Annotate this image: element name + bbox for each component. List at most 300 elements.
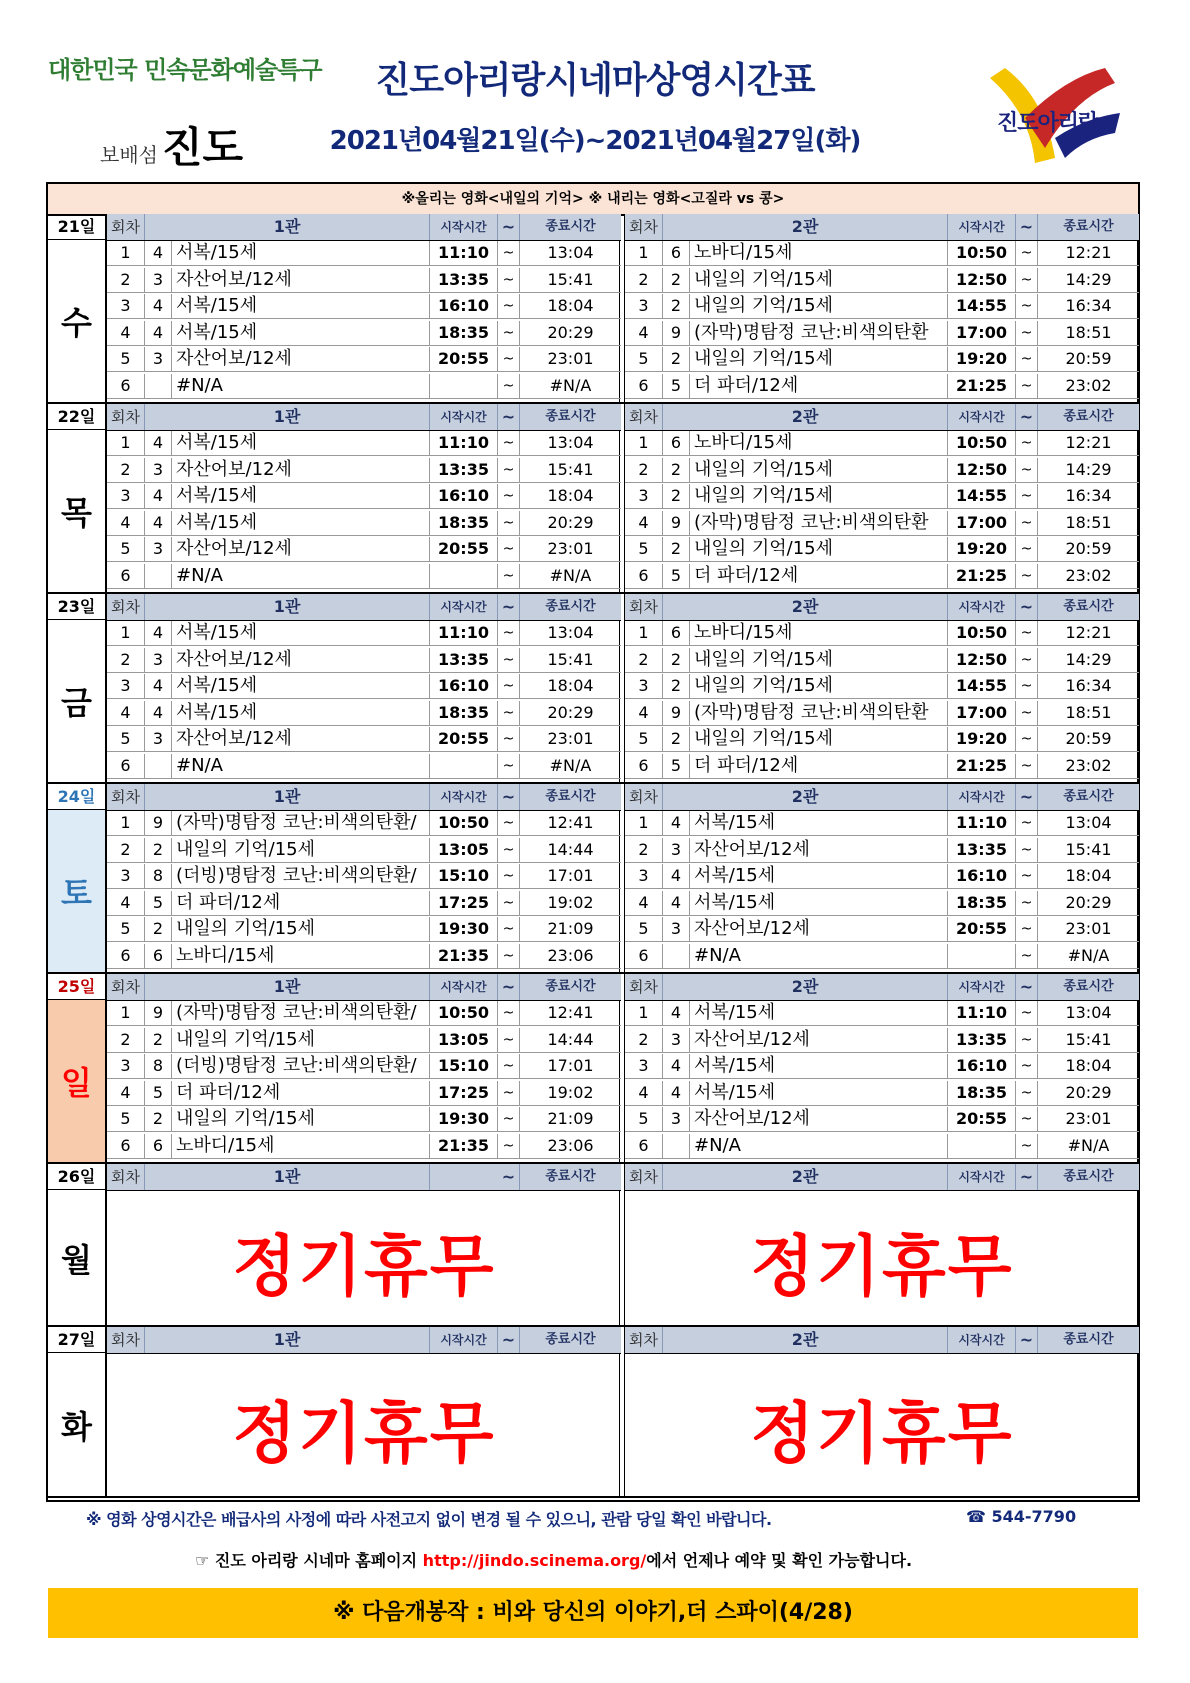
end-time: 12:21 xyxy=(1065,433,1112,452)
movie-title: 자산어보/12세 xyxy=(690,1107,948,1131)
rating-grade: 4 xyxy=(145,294,172,318)
hall-1 xyxy=(106,404,620,592)
rating-grade xyxy=(663,1134,690,1158)
tilde: ~ xyxy=(498,1081,520,1105)
column-no-label: 회차 xyxy=(107,1327,145,1353)
end-time: 23:01 xyxy=(547,539,594,558)
showtime-row xyxy=(625,1054,1139,1079)
start-time: 15:10 xyxy=(430,864,498,888)
column-end-label: 종료시간 xyxy=(545,789,596,804)
column-tilde-label: ~ xyxy=(498,784,520,810)
tilde: ~ xyxy=(1016,374,1038,398)
screening-no: 5 xyxy=(107,347,145,371)
tilde: ~ xyxy=(1016,674,1038,698)
showtime-row xyxy=(625,621,1139,646)
start-time: 13:35 xyxy=(948,1028,1016,1052)
day-weekday: 목 xyxy=(48,430,106,592)
showtime-row xyxy=(107,1001,621,1026)
movie-title: 서복/15세 xyxy=(690,1054,948,1078)
start-time: 11:10 xyxy=(430,431,498,455)
showtime-row xyxy=(625,294,1139,319)
showtime-row xyxy=(107,838,621,863)
showtime-row xyxy=(107,268,621,293)
showtime-row xyxy=(625,484,1139,509)
showtime-row xyxy=(107,864,621,889)
start-time: 17:00 xyxy=(948,701,1016,725)
tilde: ~ xyxy=(1016,431,1038,455)
screening-no: 4 xyxy=(625,891,663,915)
screening-no: 5 xyxy=(625,727,663,751)
hall-name: 1관 xyxy=(145,1327,430,1353)
end-time: #N/A xyxy=(549,375,592,395)
start-time xyxy=(430,374,498,398)
movie-title: 자산어보/12세 xyxy=(690,917,948,941)
screening-no: 6 xyxy=(625,1134,663,1158)
end-time: 18:51 xyxy=(1065,322,1112,342)
screening-no: 3 xyxy=(625,864,663,888)
rating-grade: 3 xyxy=(663,838,690,862)
movie-title: 서복/15세 xyxy=(172,701,430,725)
showtime-row xyxy=(107,374,621,399)
start-time: 13:35 xyxy=(430,268,498,292)
start-time: 16:10 xyxy=(430,484,498,508)
showtime-row xyxy=(625,1001,1139,1026)
logo-jindo xyxy=(48,50,322,180)
tilde: ~ xyxy=(498,458,520,482)
start-time: 11:10 xyxy=(430,241,498,265)
rating-grade: 2 xyxy=(145,1107,172,1131)
column-tilde-label: ~ xyxy=(1016,974,1038,1000)
rating-grade: 2 xyxy=(145,1028,172,1052)
movie-title: 서복/15세 xyxy=(172,294,430,318)
showtime-row xyxy=(625,1107,1139,1132)
movie-title: (자막)명탐정 코난:비색의탄환 xyxy=(690,511,948,535)
screening-no: 5 xyxy=(625,537,663,561)
notice-bar: ※올리는 영화<내일의 기억> ※ 내리는 영화<고질라 vs 콩> xyxy=(48,184,1138,216)
column-end-label: 종료시간 xyxy=(1063,789,1114,804)
tilde: ~ xyxy=(1016,944,1038,968)
end-time: 17:01 xyxy=(547,866,594,885)
column-tilde-label: ~ xyxy=(498,974,520,1000)
tilde: ~ xyxy=(1016,1028,1038,1052)
day-weekday: 금 xyxy=(48,620,106,782)
hall-header xyxy=(625,974,1139,1001)
hall-name: 1관 xyxy=(145,594,430,620)
rating-grade: 2 xyxy=(663,458,690,482)
screening-no: 6 xyxy=(107,944,145,968)
day-weekday: 수 xyxy=(48,240,106,402)
tilde: ~ xyxy=(1016,1001,1038,1025)
column-start-label: 시작시간 xyxy=(430,404,498,430)
hall-header xyxy=(625,594,1139,621)
tilde: ~ xyxy=(1016,811,1038,835)
screening-no: 4 xyxy=(625,701,663,725)
rating-grade: 4 xyxy=(145,674,172,698)
day-block xyxy=(48,404,1138,594)
homepage-link[interactable]: http://jindo.scinema.org/ xyxy=(422,1551,647,1570)
rating-grade: 6 xyxy=(663,431,690,455)
screening-no: 2 xyxy=(107,268,145,292)
start-time: 16:10 xyxy=(430,294,498,318)
column-end-label: 종료시간 xyxy=(545,1169,596,1184)
movie-title: 서복/15세 xyxy=(172,431,430,455)
day-date: 23일 xyxy=(48,594,106,620)
logo-arirang: 진도아리랑 xyxy=(985,58,1125,168)
end-time: 23:01 xyxy=(547,729,594,748)
tilde: ~ xyxy=(1016,347,1038,371)
hall-header xyxy=(107,974,621,1001)
end-time: 19:02 xyxy=(547,1082,594,1102)
tilde: ~ xyxy=(1016,511,1038,535)
rating-grade: 8 xyxy=(145,1054,172,1078)
rating-grade: 4 xyxy=(145,484,172,508)
start-time: 21:25 xyxy=(948,754,1016,778)
day-weekday: 토 xyxy=(48,810,106,972)
rating-grade: 3 xyxy=(663,917,690,941)
end-time: 12:41 xyxy=(547,813,594,832)
showtime-row xyxy=(107,431,621,456)
start-time: 20:55 xyxy=(430,347,498,371)
day-block xyxy=(48,214,1138,404)
hall-1 xyxy=(106,974,620,1162)
movie-title: 서복/15세 xyxy=(172,674,430,698)
screening-no: 6 xyxy=(107,564,145,588)
closed-notice: 정기휴무 xyxy=(232,1395,496,1472)
screening-no: 6 xyxy=(625,944,663,968)
end-time: 13:04 xyxy=(547,243,594,262)
showtime-row xyxy=(107,621,621,646)
movie-title: 서복/15세 xyxy=(172,241,430,265)
tilde: ~ xyxy=(1016,621,1038,645)
day-date: 21일 xyxy=(48,214,106,240)
day-block xyxy=(48,974,1138,1164)
screening-no: 3 xyxy=(107,484,145,508)
movie-title: 노바디/15세 xyxy=(172,1134,430,1158)
day-date: 24일 xyxy=(48,784,106,810)
column-tilde-label: ~ xyxy=(498,1327,520,1353)
rating-grade: 2 xyxy=(145,838,172,862)
movie-title: 노바디/15세 xyxy=(690,621,948,645)
showtime-row xyxy=(625,564,1139,589)
movie-title: 내일의 기억/15세 xyxy=(690,347,948,371)
column-end-label: 종료시간 xyxy=(1063,599,1114,614)
screening-no: 6 xyxy=(625,374,663,398)
rating-grade xyxy=(145,374,172,398)
showtime-row xyxy=(107,701,621,726)
showtime-row xyxy=(625,838,1139,863)
day-date: 25일 xyxy=(48,974,106,1000)
end-time: 20:29 xyxy=(547,702,594,722)
end-time: 13:04 xyxy=(547,433,594,452)
closed-notice: 정기휴무 xyxy=(750,1228,1014,1305)
start-time xyxy=(948,944,1016,968)
rating-grade: 3 xyxy=(663,1107,690,1131)
showtime-row xyxy=(107,537,621,562)
end-time: 19:02 xyxy=(547,892,594,912)
end-time: 20:29 xyxy=(1065,892,1112,912)
column-start-label: 시작시간 xyxy=(948,1164,1016,1190)
start-time: 11:10 xyxy=(948,1001,1016,1025)
start-time: 14:55 xyxy=(948,294,1016,318)
tilde: ~ xyxy=(498,674,520,698)
start-time: 19:20 xyxy=(948,347,1016,371)
movie-title: 자산어보/12세 xyxy=(172,458,430,482)
start-time: 18:35 xyxy=(430,511,498,535)
closed-notice: 정기휴무 xyxy=(750,1395,1014,1472)
hall-1 xyxy=(106,594,620,782)
screening-no: 2 xyxy=(107,648,145,672)
rating-grade: 4 xyxy=(145,321,172,345)
start-time: 12:50 xyxy=(948,458,1016,482)
end-time: 16:34 xyxy=(1065,486,1112,505)
movie-title: 내일의 기억/15세 xyxy=(172,1107,430,1131)
column-tilde-label: ~ xyxy=(498,1164,520,1190)
screening-no: 2 xyxy=(107,1028,145,1052)
tilde: ~ xyxy=(498,431,520,455)
screening-no: 1 xyxy=(625,811,663,835)
rating-grade: 5 xyxy=(145,891,172,915)
end-time: 15:41 xyxy=(1065,839,1112,859)
showtime-row xyxy=(625,537,1139,562)
tilde: ~ xyxy=(1016,321,1038,345)
hall-header xyxy=(625,1164,1139,1191)
screening-no: 5 xyxy=(107,727,145,751)
column-start-label: 시작시간 xyxy=(948,784,1016,810)
end-time: 20:29 xyxy=(547,322,594,342)
rating-grade: 3 xyxy=(145,537,172,561)
tilde: ~ xyxy=(498,701,520,725)
tilde: ~ xyxy=(498,1107,520,1131)
screening-no: 3 xyxy=(625,484,663,508)
movie-title: 내일의 기억/15세 xyxy=(172,838,430,862)
screening-no: 4 xyxy=(107,891,145,915)
movie-title: 더 파더/12세 xyxy=(172,891,430,915)
rating-grade: 6 xyxy=(663,241,690,265)
end-time: 16:34 xyxy=(1065,676,1112,695)
screening-no: 1 xyxy=(625,241,663,265)
day-date: 22일 xyxy=(48,404,106,430)
column-end-label: 종료시간 xyxy=(1063,979,1114,994)
start-time xyxy=(430,754,498,778)
column-end-label: 종료시간 xyxy=(1063,219,1114,234)
end-time: 23:06 xyxy=(547,1135,594,1155)
end-time: 18:04 xyxy=(1065,1056,1112,1075)
column-end-label: 종료시간 xyxy=(545,979,596,994)
screening-no: 6 xyxy=(625,754,663,778)
column-tilde-label: ~ xyxy=(1016,1164,1038,1190)
start-time: 20:55 xyxy=(948,1107,1016,1131)
hall-header xyxy=(107,784,621,811)
tilde: ~ xyxy=(1016,917,1038,941)
tilde: ~ xyxy=(498,648,520,672)
movie-title: 내일의 기억/15세 xyxy=(690,294,948,318)
end-time: 14:44 xyxy=(547,839,594,859)
rating-grade: 6 xyxy=(145,1134,172,1158)
hall-2 xyxy=(624,214,1138,402)
tilde: ~ xyxy=(498,1054,520,1078)
hall-header xyxy=(107,594,621,621)
hall-2 xyxy=(624,1327,1138,1496)
rating-grade: 9 xyxy=(663,321,690,345)
column-tilde-label: ~ xyxy=(1016,404,1038,430)
screening-no: 2 xyxy=(625,648,663,672)
movie-title: 노바디/15세 xyxy=(690,431,948,455)
start-time: 17:00 xyxy=(948,321,1016,345)
showtime-row xyxy=(625,511,1139,536)
screening-no: 1 xyxy=(107,811,145,835)
rating-grade: 4 xyxy=(145,511,172,535)
tilde: ~ xyxy=(498,321,520,345)
rating-grade: 9 xyxy=(145,811,172,835)
movie-title: 노바디/15세 xyxy=(172,944,430,968)
rating-grade: 3 xyxy=(145,648,172,672)
column-start-label: 시작시간 xyxy=(948,1327,1016,1353)
end-time: 20:59 xyxy=(1065,729,1112,748)
rating-grade: 4 xyxy=(663,891,690,915)
screening-no: 1 xyxy=(107,431,145,455)
end-time: 18:51 xyxy=(1065,512,1112,532)
tilde: ~ xyxy=(498,1134,520,1158)
rating-grade: 9 xyxy=(145,1001,172,1025)
end-time: 23:02 xyxy=(1065,375,1112,395)
start-time: 16:10 xyxy=(430,674,498,698)
column-tilde-label: ~ xyxy=(1016,594,1038,620)
tilde: ~ xyxy=(1016,241,1038,265)
hall-header xyxy=(107,404,621,431)
end-time: 15:41 xyxy=(547,649,594,669)
screening-no: 2 xyxy=(107,458,145,482)
start-time: 21:25 xyxy=(948,374,1016,398)
hall-1 xyxy=(106,784,620,972)
tilde: ~ xyxy=(498,727,520,751)
end-time: 12:41 xyxy=(547,1003,594,1022)
rating-grade xyxy=(663,944,690,968)
rating-grade: 4 xyxy=(145,621,172,645)
tilde: ~ xyxy=(498,917,520,941)
showtime-row xyxy=(625,648,1139,673)
day-date: 26일 xyxy=(48,1164,106,1190)
day-weekday: 화 xyxy=(48,1353,106,1496)
tilde: ~ xyxy=(498,1028,520,1052)
day-date: 27일 xyxy=(48,1327,106,1353)
end-time: 13:04 xyxy=(1065,1003,1112,1022)
next-release-bar: ※ 다음개봉작 : 비와 당신의 이야기,더 스파이(4/28) xyxy=(48,1588,1138,1638)
rating-grade: 5 xyxy=(663,374,690,398)
screening-no: 3 xyxy=(107,864,145,888)
column-no-label: 회차 xyxy=(625,1164,663,1190)
tilde: ~ xyxy=(1016,1107,1038,1131)
movie-title: 자산어보/12세 xyxy=(172,648,430,672)
start-time: 11:10 xyxy=(430,621,498,645)
movie-title: #N/A xyxy=(172,754,430,778)
tilde: ~ xyxy=(498,811,520,835)
hall-2 xyxy=(624,784,1138,972)
rating-grade: 2 xyxy=(145,917,172,941)
start-time: 13:35 xyxy=(948,838,1016,862)
rating-grade: 4 xyxy=(663,1054,690,1078)
tilde: ~ xyxy=(498,564,520,588)
start-time: 17:00 xyxy=(948,511,1016,535)
column-end-label: 종료시간 xyxy=(1063,1169,1114,1184)
end-time: 18:04 xyxy=(547,486,594,505)
showtime-row xyxy=(625,321,1139,346)
column-start-label: 시작시간 xyxy=(430,594,498,620)
movie-title: 서복/15세 xyxy=(690,891,948,915)
rating-grade: 3 xyxy=(663,1028,690,1052)
closed-notice: 정기휴무 xyxy=(232,1228,496,1305)
start-time: 10:50 xyxy=(430,1001,498,1025)
day-block xyxy=(48,784,1138,974)
end-time: 18:04 xyxy=(547,296,594,315)
screening-no: 5 xyxy=(107,537,145,561)
showtime-row xyxy=(625,1134,1139,1159)
start-time xyxy=(430,564,498,588)
movie-title: 서복/15세 xyxy=(690,811,948,835)
rating-grade: 3 xyxy=(145,268,172,292)
end-time: 18:51 xyxy=(1065,702,1112,722)
start-time: 19:20 xyxy=(948,727,1016,751)
end-time: 23:02 xyxy=(1065,755,1112,775)
tilde: ~ xyxy=(498,754,520,778)
rating-grade: 9 xyxy=(663,701,690,725)
hall-header xyxy=(107,1327,621,1354)
end-time: #N/A xyxy=(1067,945,1110,965)
screening-no: 2 xyxy=(625,268,663,292)
start-time: 20:55 xyxy=(948,917,1016,941)
showtime-row xyxy=(625,674,1139,699)
rating-grade: 3 xyxy=(145,727,172,751)
showtime-row xyxy=(625,431,1139,456)
rating-grade: 5 xyxy=(663,754,690,778)
start-time: 10:50 xyxy=(948,621,1016,645)
logo-slogan: 대한민국 민속문화예술특구 xyxy=(48,56,322,84)
showtime-row xyxy=(625,701,1139,726)
tilde: ~ xyxy=(498,347,520,371)
screening-no: 1 xyxy=(107,621,145,645)
tilde: ~ xyxy=(1016,727,1038,751)
showtime-row xyxy=(107,484,621,509)
movie-title: 자산어보/12세 xyxy=(690,1028,948,1052)
movie-title: (자막)명탐정 코난:비색의탄환/ xyxy=(172,1001,430,1025)
day-weekday: 일 xyxy=(48,1000,106,1162)
column-no-label: 회차 xyxy=(107,404,145,430)
day-block xyxy=(48,1164,1138,1327)
column-tilde-label: ~ xyxy=(1016,784,1038,810)
start-time: 20:55 xyxy=(430,537,498,561)
end-time: 15:41 xyxy=(547,269,594,289)
start-time: 19:30 xyxy=(430,917,498,941)
hall-name: 2관 xyxy=(663,594,948,620)
rating-grade: 6 xyxy=(663,621,690,645)
end-time: 23:06 xyxy=(547,945,594,965)
screening-no: 5 xyxy=(625,347,663,371)
showtime-row xyxy=(625,1081,1139,1106)
start-time: 14:55 xyxy=(948,674,1016,698)
tilde: ~ xyxy=(1016,891,1038,915)
hall-name: 1관 xyxy=(145,404,430,430)
showtime-row xyxy=(625,347,1139,372)
showtime-row xyxy=(107,347,621,372)
showtime-row xyxy=(107,564,621,589)
tilde: ~ xyxy=(498,241,520,265)
start-time: 13:35 xyxy=(430,458,498,482)
showtime-row xyxy=(107,811,621,836)
rating-grade xyxy=(145,564,172,588)
movie-title: 서복/15세 xyxy=(690,1081,948,1105)
showtime-row xyxy=(107,321,621,346)
end-time: 23:01 xyxy=(1065,919,1112,938)
movie-title: #N/A xyxy=(172,374,430,398)
